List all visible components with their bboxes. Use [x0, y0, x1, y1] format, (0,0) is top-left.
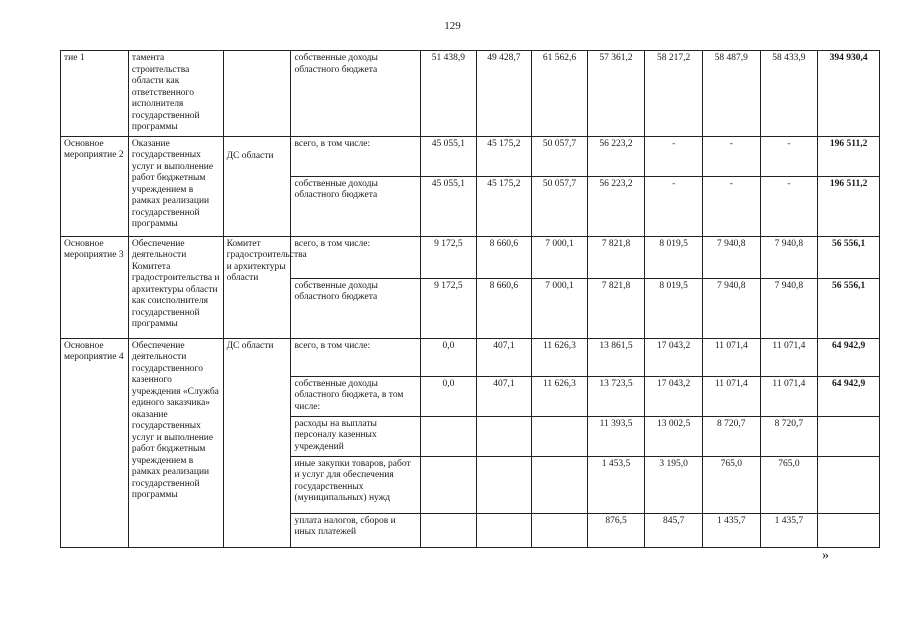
value-cell: 407,1	[476, 338, 532, 376]
executor	[223, 51, 291, 137]
measure-name: Основное мероприятие 4	[61, 338, 129, 547]
funding-source: уплата налогов, сборов и иных платежей	[291, 513, 421, 547]
value-cell: 407,1	[476, 376, 532, 416]
measure-name: тие 1	[61, 51, 129, 137]
measure-description: тамента строительства области как ответственного исполнителя государственной программы	[128, 51, 223, 137]
value-cell	[421, 416, 477, 456]
value-cell: -	[702, 176, 760, 236]
value-cell: 49 428,7	[476, 51, 532, 137]
value-cell: 56 223,2	[587, 176, 645, 236]
value-cell: 3 195,0	[645, 456, 703, 513]
value-cell: 50 057,7	[532, 136, 588, 176]
value-cell: 7 821,8	[587, 236, 645, 278]
value-cell: 7 940,8	[702, 236, 760, 278]
value-cell: 7 000,1	[532, 236, 588, 278]
table-row	[61, 338, 880, 376]
value-cell: 9 172,5	[421, 236, 477, 278]
value-cell: -	[760, 136, 818, 176]
value-cell: 1 453,5	[587, 456, 645, 513]
value-cell	[421, 456, 477, 513]
value-cell: 11 626,3	[532, 338, 588, 376]
funding-source: всего, в том числе:	[291, 136, 421, 176]
value-cell: 7 940,8	[760, 236, 818, 278]
measure-description: Обеспечение деятельности государственного казенного учреждения «Служба единого заказчика» оказание государственных услуг и выполнение работ бюджетным учреждением в рамках реализации государственной программы	[128, 338, 223, 547]
funding-source: собственные доходы областного бюджета, в том числе:	[291, 376, 421, 416]
value-cell	[421, 513, 477, 547]
value-cell: 56 223,2	[587, 136, 645, 176]
funding-source: всего, в том числе:	[291, 338, 421, 376]
value-cell: 8 660,6	[476, 278, 532, 338]
value-cell: 11 071,4	[760, 376, 818, 416]
value-cell: 11 071,4	[702, 376, 760, 416]
table-row	[61, 51, 880, 137]
total-cell: 56 556,1	[818, 236, 880, 278]
funding-source: собственные доходы областного бюджета	[291, 176, 421, 236]
value-cell: 11 071,4	[760, 338, 818, 376]
funding-source: иные закупки товаров, работ и услуг для обеспечения государственных (муниципальных) нужд	[291, 456, 421, 513]
value-cell: 58 217,2	[645, 51, 703, 137]
page-number: 129	[444, 20, 461, 32]
total-cell	[818, 416, 880, 456]
funding-source: собственные доходы областного бюджета	[291, 278, 421, 338]
value-cell	[476, 513, 532, 547]
value-cell: 13 002,5	[645, 416, 703, 456]
value-cell: -	[645, 176, 703, 236]
total-cell: 64 942,9	[818, 338, 880, 376]
value-cell: 13 723,5	[587, 376, 645, 416]
value-cell	[532, 513, 588, 547]
funding-source: собственные доходы областного бюджета	[291, 51, 421, 137]
value-cell: -	[645, 136, 703, 176]
table-row	[61, 236, 880, 278]
value-cell: 7 000,1	[532, 278, 588, 338]
funding-source: всего, в том числе:	[291, 236, 421, 278]
value-cell: 765,0	[760, 456, 818, 513]
value-cell: 0,0	[421, 338, 477, 376]
value-cell	[476, 456, 532, 513]
value-cell: -	[702, 136, 760, 176]
value-cell: 51 438,9	[421, 51, 477, 137]
value-cell: 8 720,7	[760, 416, 818, 456]
value-cell: 845,7	[645, 513, 703, 547]
value-cell: 765,0	[702, 456, 760, 513]
measure-description: Обеспечение деятельности Комитета градостроительства и архитектуры области как соисполнителя государственной программы	[128, 236, 223, 338]
value-cell: 7 940,8	[760, 278, 818, 338]
value-cell	[532, 416, 588, 456]
measure-description: Оказание государственных услуг и выполнение работ бюджетным учреждением в рамках реализации государственной программы	[128, 136, 223, 236]
value-cell: 1 435,7	[702, 513, 760, 547]
value-cell: 61 562,6	[532, 51, 588, 137]
value-cell: 7 821,8	[587, 278, 645, 338]
value-cell: 58 433,9	[760, 51, 818, 137]
measure-name: Основное мероприятие 3	[61, 236, 129, 338]
value-cell: 8 660,6	[476, 236, 532, 278]
value-cell: 11 626,3	[532, 376, 588, 416]
value-cell: 0,0	[421, 376, 477, 416]
value-cell: 876,5	[587, 513, 645, 547]
value-cell: 45 055,1	[421, 176, 477, 236]
continuation-mark: »	[822, 548, 829, 563]
value-cell: 50 057,7	[532, 176, 588, 236]
total-cell	[818, 456, 880, 513]
total-cell: 56 556,1	[818, 278, 880, 338]
value-cell	[476, 416, 532, 456]
value-cell: 1 435,7	[760, 513, 818, 547]
total-cell: 196 511,2	[818, 176, 880, 236]
value-cell: 45 175,2	[476, 136, 532, 176]
total-cell: 196 511,2	[818, 136, 880, 176]
total-cell: 394 930,4	[818, 51, 880, 137]
value-cell	[532, 456, 588, 513]
total-cell	[818, 513, 880, 547]
value-cell: 11 071,4	[702, 338, 760, 376]
value-cell: 58 487,9	[702, 51, 760, 137]
value-cell: 17 043,2	[645, 376, 703, 416]
executor: ДС области	[223, 136, 291, 236]
value-cell: 8 019,5	[645, 278, 703, 338]
measure-name: Основное мероприятие 2	[61, 136, 129, 236]
value-cell: 57 361,2	[587, 51, 645, 137]
value-cell: 13 861,5	[587, 338, 645, 376]
value-cell: 7 940,8	[702, 278, 760, 338]
executor: Комитет градостроительства и архитектуры области	[223, 236, 291, 338]
budget-table	[60, 50, 880, 548]
value-cell: 45 175,2	[476, 176, 532, 236]
funding-source: расходы на выплаты персоналу казенных учреждений	[291, 416, 421, 456]
value-cell: -	[760, 176, 818, 236]
value-cell: 17 043,2	[645, 338, 703, 376]
total-cell: 64 942,9	[818, 376, 880, 416]
value-cell: 8 720,7	[702, 416, 760, 456]
value-cell: 45 055,1	[421, 136, 477, 176]
table-row	[61, 136, 880, 176]
value-cell: 9 172,5	[421, 278, 477, 338]
value-cell: 8 019,5	[645, 236, 703, 278]
value-cell: 11 393,5	[587, 416, 645, 456]
executor: ДС области	[223, 338, 291, 547]
